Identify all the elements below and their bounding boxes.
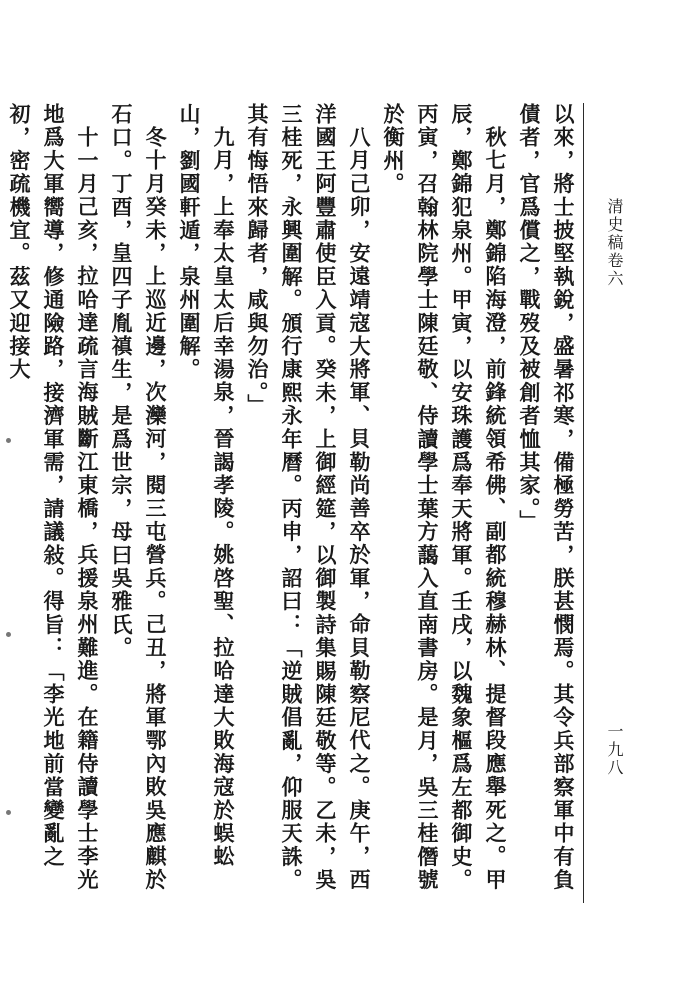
paragraph-4: 九月，上奉太皇太后幸湯泉，晉謁孝陵。姚啓聖、拉哈達大敗海寇於蜈蚣山，劉國軒遁，泉州圍解。 bbox=[177, 103, 236, 869]
header-divider bbox=[583, 103, 584, 903]
binding-hole bbox=[6, 632, 11, 637]
paragraph-6: 十一月己亥，拉哈達疏言海賊斷江東橋，兵援泉州難進。在籍侍讀學士李光地爲大軍嚮導，修通險路，接濟軍需，請議敍。得旨：「李光地前當變亂之初，密疏機宜。茲又迎接大 bbox=[7, 103, 100, 892]
page-number: 一九八 bbox=[605, 723, 624, 777]
binding-holes bbox=[0, 0, 20, 1000]
main-text-block bbox=[2, 103, 580, 903]
paragraph-3: 八月己卯，安遠靖寇大將軍、貝勒尚善卒於軍，命貝勒察尼代之。庚午，西洋國王阿豐肅使臣入貢。癸未，上御經筵，以御製詩集賜陳廷敬等。乙未，吳三桂死，永興圍解。頒行康熙永年曆。丙申，詔曰：「逆賊倡亂，仰服天誅。其有悔悟來歸者，咸與勿治。」 bbox=[245, 103, 372, 892]
binding-hole bbox=[6, 438, 11, 443]
running-header: 清史稿卷六 bbox=[605, 198, 624, 288]
paragraph-2: 秋七月，鄭錦陷海澄，前鋒統領希佛、副都統穆赫林、提督段應舉死之。甲辰，鄭錦犯泉州。甲寅，以安珠護爲奉天將軍。壬戌，以魏象樞爲左都御史。丙寅，召翰林院學士陳廷敬、侍讀學士葉方藹入直南書房。是月，吳三桂僭號於衡州。 bbox=[381, 103, 508, 892]
paragraph-1: 以來，將士披堅執銳，盛暑祁寒，備極勞苦，朕甚憫焉。其令兵部察軍中有負債者，官爲償之，戰歿及被創者恤其家。」 bbox=[517, 103, 576, 892]
binding-hole bbox=[6, 810, 11, 815]
paragraph-5: 冬十月癸未，上巡近邊，次灤河，閱三屯營兵。己丑，將軍鄂內敗吳應麒於石口。丁酉，皇四子胤禛生，是爲世宗，母曰吳雅氏。 bbox=[109, 103, 168, 892]
